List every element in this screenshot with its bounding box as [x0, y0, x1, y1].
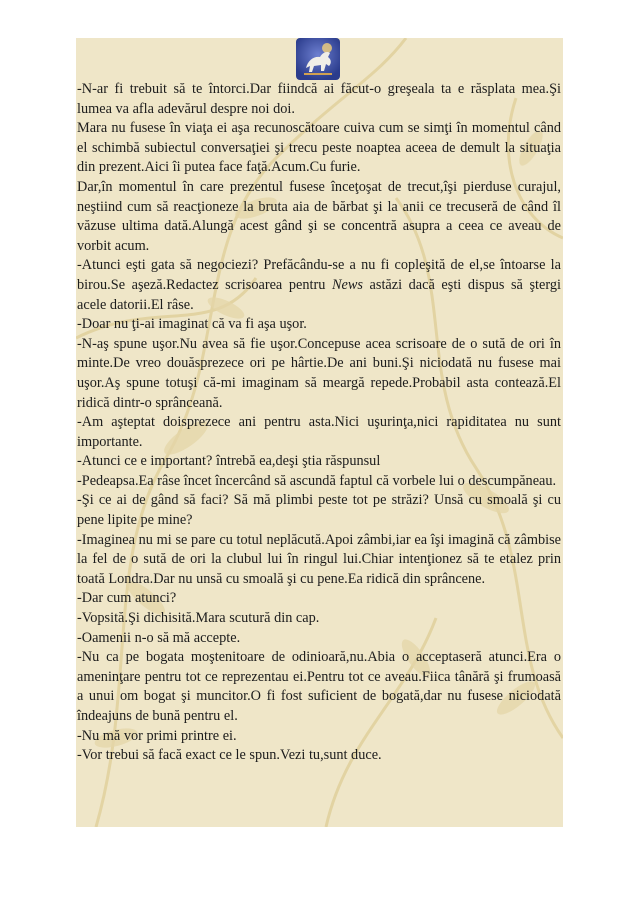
paragraph	[77, 256, 561, 315]
paragraph: -Dar cum atunci?	[77, 590, 177, 607]
document-page	[76, 38, 563, 827]
paragraph-text: astăzi dacă eşti dispus să ştergi acele datorii.El râse.	[77, 276, 561, 313]
paragraph: -N-aş spune uşor.Nu avea să fie uşor.Concepuse acea scrisoare de o sută de ori în minte.De vreo douăsprezece ori pe hârtie.De ani buni.Şi niciodată nu fusese mai uşor.Aş spune totuşi că-mi imaginam să meargă repede.Probabil asta contează.El ridică dintr-o sprânceană.	[77, 335, 561, 411]
paragraph: -Vopsită.Şi dichisită.Mara scutură din cap.	[77, 610, 320, 627]
paragraph: -Pedeapsa.Ea râse încet încercând să ascundă faptul că vorbele lui o descumpăneau.	[77, 472, 557, 489]
paragraph: -Nu ca pe bogata moştenitoare de odinioară,nu.Abia o acceptaseră atunci.Era o ameninţare pentru tot ce reprezentau ei.Pentru tot ce aveau.Fiica tânără şi frumoasă a unui om bogat şi muncitor.O fi fost suficient de bogată,dar nu fusese niciodată îndeajuns de bună pentru el.	[77, 649, 561, 724]
paragraph: -Nu mă vor primi printre ei.	[77, 727, 237, 744]
paragraph: -Am aşteptat doisprezece ani pentru asta.Nici uşurinţa,nici rapiditatea nu sunt importante.	[77, 414, 561, 450]
paragraph: -Atunci ce e important? întrebă ea,deşi ştia răspunsul	[77, 453, 381, 470]
paragraph: -N-ar fi trebuit să te întorci.Dar fiindcă ai făcut-o greşeala ta e răsplata mea.Şi lumea va afla adevărul despre noi doi.	[77, 81, 561, 117]
paragraph: Mara nu fusese în viaţa ei aşa recunoscătoare cuiva cum se simţi în momentul când el schimbă subiectul conversaţiei şi trecu peste noaptea aceea de demult la situaţia din prezent.Aici îi putea face faţă.Acum.Cu furie.	[77, 120, 561, 176]
paragraph: -Şi ce ai de gând să faci? Să mă plimbi peste tot pe străzi? Unsă cu smoală şi cu pene lipite pe mine?	[77, 492, 561, 529]
horse-logo-icon	[296, 38, 340, 80]
paragraph: -Vor trebui să facă exact ce le spun.Vezi tu,sunt duce.	[77, 747, 382, 764]
paragraph: -Oamenii n-o să mă accepte.	[77, 629, 241, 646]
paragraph: -Doar nu ţi-ai imaginat că va fi aşa uşor.	[77, 316, 307, 333]
paragraph-text: -Atunci eşti gata să negociezi? Prefăcându-se a nu fi copleşită de el,se întoarse la birou.Se aşeză.Redactez scrisoarea pentru	[77, 257, 561, 293]
newspaper-title: News	[331, 276, 363, 293]
paragraph: Dar,în momentul în care prezentul fusese înceţoşat de trecut,îşi pierduse curajul, neştiind cum să reacţioneze la bruta aia de bărbat şi la anii ce trecuseră de când îl văzuse ultima dată.Alungă acest gând şi se concentră asupra a ceea ce aveau de vorbit acum.	[77, 178, 561, 254]
document-text	[77, 80, 561, 766]
paragraph: -Imaginea nu mi se pare cu totul neplăcută.Apoi zâmbi,iar ea îşi imagină că zâmbise la fel de o sută de ori la clubul lui în ringul lui.Chiar intenţionez să te etalez prin toată Londra.Dar nu unsă cu smoală şi cu pene.Ea ridică din sprâncene.	[77, 531, 561, 587]
